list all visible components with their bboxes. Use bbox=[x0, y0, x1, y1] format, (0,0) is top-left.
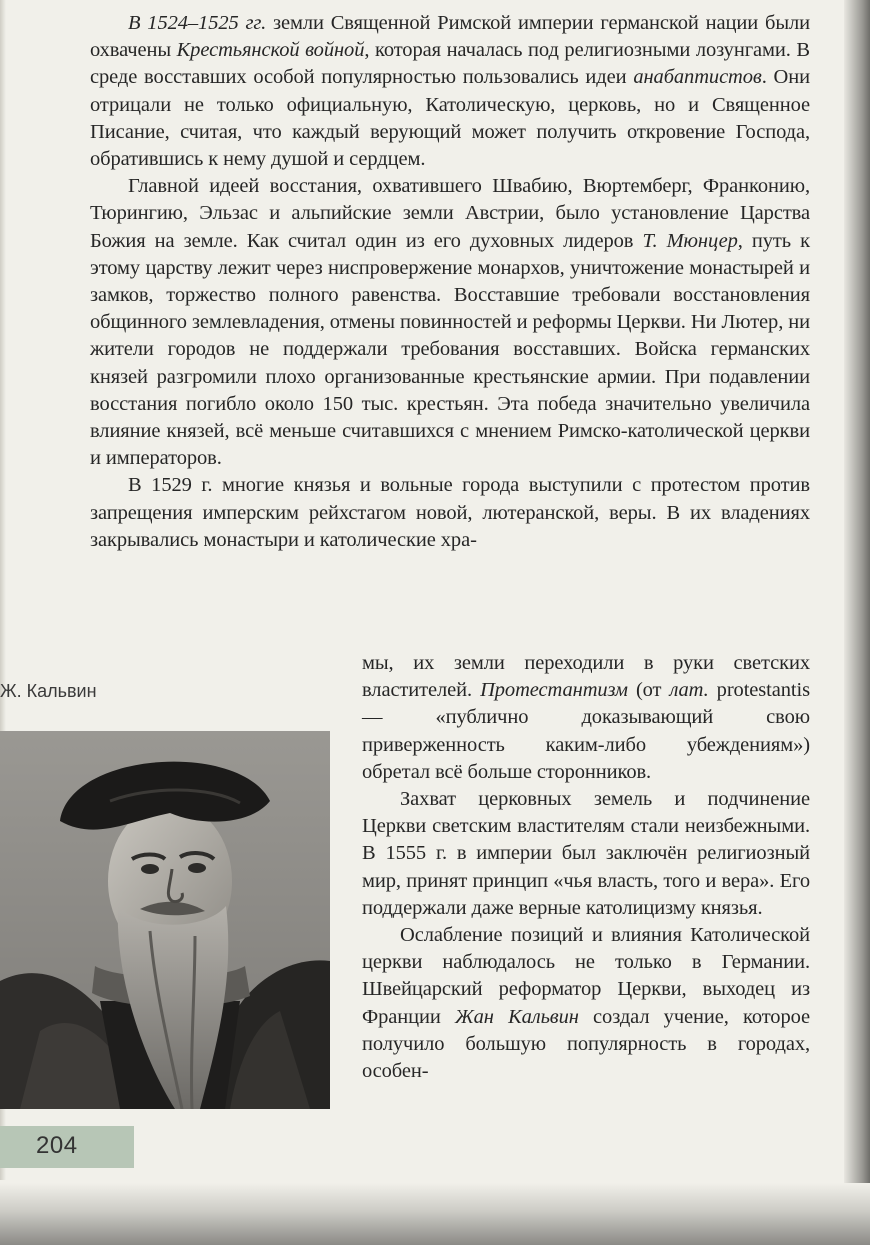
calvin-portrait-drawing bbox=[0, 731, 330, 1109]
text-run: Главной идеей восстания, охватившего Швабию, Вюртемберг, Франконию, Тюрингию, Эльзас и альпийские земли Австрии, было установление Царства Божия на земле. Как считал один из его духовных лидеров bbox=[90, 175, 810, 252]
paragraph-3 bbox=[90, 472, 810, 554]
italic-term: Протестантизм bbox=[480, 679, 628, 702]
italic-term: Жан Кальвин bbox=[454, 1005, 579, 1028]
text-run: . Они отрицали не только официальную, Католическую, церковь, но и Священное Писание, считая, что каждый верующий может получить откровение Господа, обратившись к нему душой и сердцем. bbox=[90, 66, 811, 171]
text-run: мы, их земли переходили в руки светских властителей. bbox=[362, 652, 810, 702]
page-number-tab bbox=[0, 1126, 134, 1168]
text-run: Захват церковных земель и подчинение Церкви светским властителям стали неизбежными. В 1555 г. в империи был заключён религиозный мир, принят принцип «чья власть, того и вера». Его поддержали даже верные католицизму князья. bbox=[362, 788, 810, 919]
paragraph-1 bbox=[90, 10, 810, 173]
text-run: создал учение, которое получило большую популярность в городах, особен- bbox=[362, 1005, 810, 1083]
scan-edge-bottom bbox=[0, 1183, 870, 1245]
paragraph-6 bbox=[362, 922, 810, 1085]
italic-term: анабаптистов bbox=[633, 66, 762, 89]
text-run: земли Священной Римской империи германской нации были охвачены bbox=[90, 12, 810, 62]
italic-term: Крестьянской войной bbox=[176, 39, 365, 62]
italic-term: В 1524–1525 гг. bbox=[128, 12, 267, 34]
italic-term: лат. bbox=[669, 679, 709, 702]
figure-caption: Ж. Кальвин bbox=[0, 681, 97, 701]
page-number: 204 bbox=[36, 1132, 78, 1159]
main-text-top bbox=[90, 10, 810, 554]
calvin-portrait bbox=[0, 731, 330, 1109]
main-text-right-column bbox=[362, 650, 810, 1085]
text-run: Ослабление позиций и влияния Католической церкви наблюдалось не только в Германии. Швейцарский реформатор Церкви, выходец из Франции bbox=[362, 924, 810, 1028]
text-run: , путь к этому царству лежит через ниспровержение монархов, уничтожение монастырей и замков, торжество полного равенства. Восставшие требовали восстановления общинного землевладения, отмены повинностей и реформы Церкви. Ни Лютер, ни жители городов не поддержали требования восставших. Войска германских князей разгромили плохо организованные крестьянские армии. При подавлении восстания погибло около 150 тыс. крестьян. Эта победа значительно увеличила влияние князей, всё меньше считавшихся с мнением Римско-католической церкви и императоров. bbox=[90, 229, 810, 470]
italic-term: Т. Мюнцер bbox=[642, 229, 738, 252]
paragraph-2 bbox=[90, 173, 810, 472]
paragraph-4 bbox=[362, 650, 810, 786]
text-run: , которая началась под религиозными лозунгами. В среде восставших особой популярностью пользовались идеи bbox=[90, 39, 810, 89]
text-run: В 1529 г. многие князья и вольные города выступили с протестом против запрещения имперским рейхстагом новой, лютеранской, веры. В их владениях закрывались монастыри и католические хра- bbox=[90, 474, 810, 551]
scan-edge-right bbox=[844, 0, 870, 1245]
paragraph-5 bbox=[362, 786, 810, 922]
text-run: (от bbox=[627, 679, 670, 702]
text-run: protestantis — «публично доказывающий свою приверженность каким-либо убеждениям») обретал всё больше сторонников. bbox=[362, 679, 810, 783]
